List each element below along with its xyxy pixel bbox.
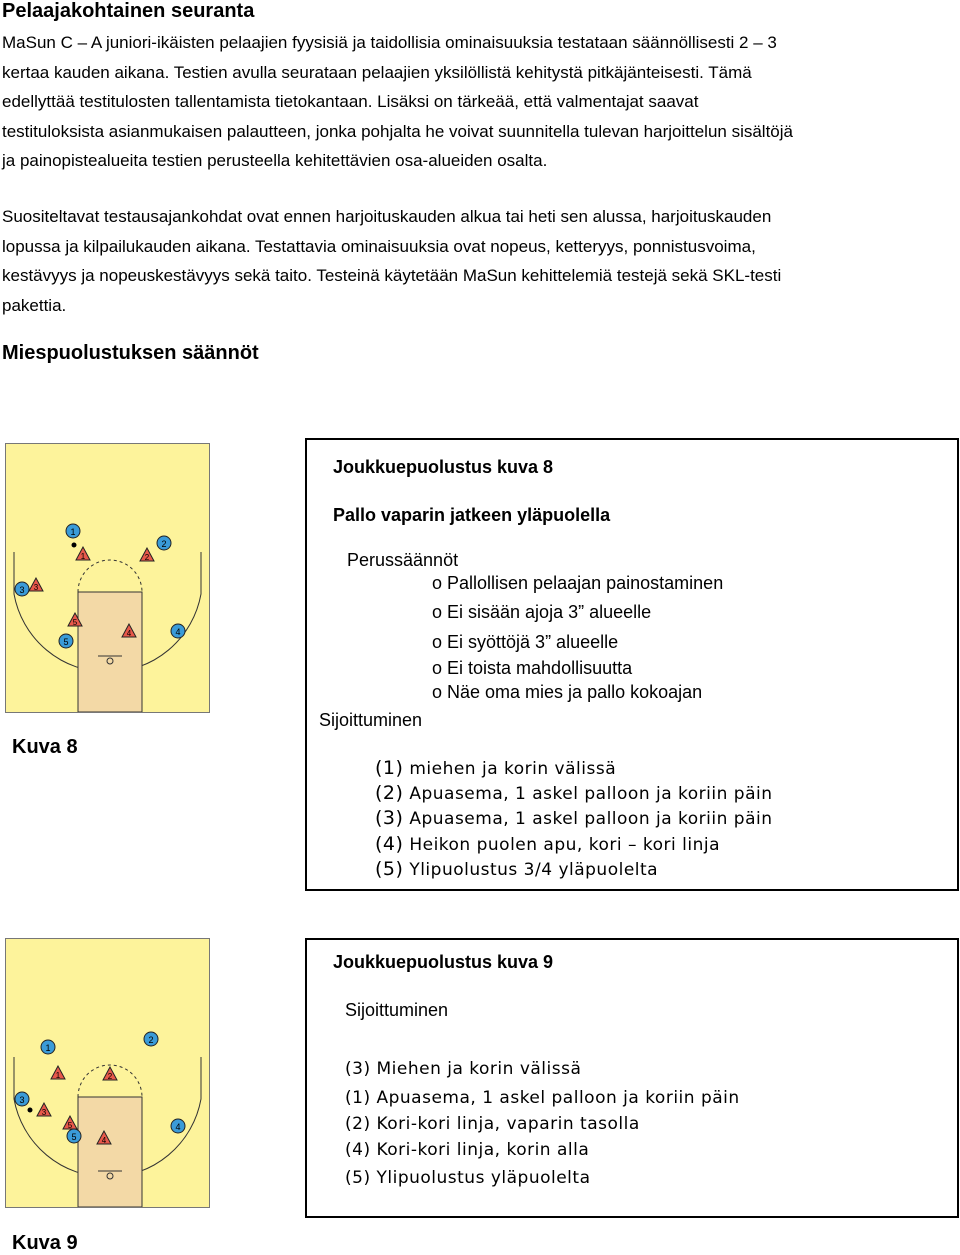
- position-item: (1) Apuasema, 1 askel palloon ja koriin päin: [345, 1088, 740, 1108]
- svg-text:2: 2: [144, 553, 150, 562]
- svg-text:3: 3: [41, 1108, 47, 1117]
- svg-text:1: 1: [55, 1071, 61, 1080]
- paragraph-line: Suositeltavat testausajankohdat ovat ennen harjoituskauden alkua tai heti sen alussa, harjoituskauden: [2, 207, 772, 226]
- defense-player-2: [103, 1067, 117, 1081]
- svg-text:1: 1: [45, 1043, 51, 1053]
- offense-player-4: [171, 1119, 185, 1133]
- rule-item: o Ei toista mahdollisuutta: [432, 658, 633, 678]
- svg-text:4: 4: [175, 627, 181, 637]
- offense-player-5: [59, 634, 73, 648]
- paragraph-line: ja painopistealueita testien perusteella kehitettävien osa-alueiden osalta.: [2, 151, 548, 170]
- paragraph-line: testituloksista asianmukaisen palautteen, jonka pohjalta he voivat suunnitella tulevan harjoittelun sisältöjä: [2, 121, 793, 141]
- paragraph-line: kestävyys ja nopeuskestävyys sekä taito. Testeinä käytetään MaSun kehittelemiä testejä sekä SKL-testi: [2, 266, 782, 285]
- court-diagram-8: [5, 443, 210, 713]
- svg-text:4: 4: [101, 1136, 107, 1145]
- section-heading-player-tracking: Pelaajakohtainen seuranta: [2, 0, 255, 22]
- paragraph-line: edellyttää testitulosten tallentamista tietokantaan. Lisäksi on tärkeää, että valmentajat saavat: [2, 92, 699, 111]
- position-item: (1) miehen ja korin välissä: [375, 757, 617, 779]
- figure-9-title: Joukkuepuolustus kuva 9: [333, 952, 554, 972]
- defense-player-1: [51, 1066, 65, 1080]
- offense-player-5: [67, 1129, 81, 1143]
- rules-heading: Perussäännöt: [347, 550, 459, 570]
- svg-text:5: 5: [72, 618, 78, 627]
- position-item: (3) Apuasema, 1 askel palloon ja koriin päin: [375, 807, 773, 829]
- section-heading-man-defense: Miespuolustuksen säännöt: [2, 342, 259, 364]
- svg-text:4: 4: [175, 1122, 181, 1132]
- svg-text:2: 2: [107, 1072, 113, 1081]
- court-diagram-9: [5, 938, 210, 1208]
- offense-player-1: [66, 524, 80, 538]
- offense-player-2: [144, 1032, 158, 1046]
- figure-8-subtitle: Pallo vaparin jatkeen yläpuolella: [333, 505, 611, 525]
- position-item: (2) Apuasema, 1 askel palloon ja koriin päin: [375, 782, 773, 804]
- positioning-heading: Sijoittuminen: [345, 1000, 449, 1020]
- paragraph-line: kertaa kauden aikana. Testien avulla seurataan pelaajien yksilöllistä kehitystä pitkäjänteisesti. Tämä: [2, 62, 752, 82]
- rule-item: o Pallollisen pelaajan painostaminen: [432, 573, 724, 593]
- paragraph-schedule: [2, 202, 957, 320]
- key-area: [78, 1097, 142, 1207]
- defense-player-1: [76, 547, 90, 561]
- paragraph-line: MaSun C – A juniori-ikäisten pelaajien fyysisiä ja taidollisia ominaisuuksia testataan säännöllisesti 2 – 3: [2, 33, 777, 52]
- figure-8-text-box: [305, 438, 959, 891]
- figure-label-9: Kuva 9: [12, 1232, 78, 1254]
- offense-player-1: [41, 1040, 55, 1054]
- position-item: (3) Miehen ja korin välissä: [345, 1059, 582, 1079]
- position-item: (5) Ylipuolustus 3/4 yläpuolelta: [375, 858, 659, 880]
- positioning-heading: Sijoittuminen: [319, 710, 423, 730]
- ball: [28, 1108, 33, 1113]
- svg-text:3: 3: [33, 583, 39, 592]
- court-svg-9: [6, 939, 209, 1207]
- rule-item: o Näe oma mies ja pallo kokoajan: [432, 682, 703, 702]
- ball: [72, 543, 77, 548]
- key-area: [78, 592, 142, 712]
- figure-8-title: Joukkuepuolustus kuva 8: [333, 457, 554, 477]
- paragraph-line: pakettia.: [2, 295, 67, 315]
- defense-player-5: [63, 1116, 77, 1130]
- svg-text:2: 2: [148, 1035, 154, 1045]
- figure-label-8: Kuva 8: [12, 736, 78, 758]
- svg-text:1: 1: [80, 552, 86, 561]
- offense-player-3: [15, 582, 29, 596]
- svg-text:4: 4: [126, 629, 132, 638]
- position-item: (4) Heikon puolen apu, kori – kori linja: [375, 833, 721, 855]
- figure-9-text-box: [305, 938, 959, 1218]
- defense-player-3: [37, 1103, 51, 1117]
- offense-player-2: [157, 536, 171, 550]
- position-item: (2) Kori-kori linja, vaparin tasolla: [345, 1114, 640, 1134]
- position-item: (5) Ylipuolustus yläpuolelta: [345, 1168, 591, 1188]
- svg-text:3: 3: [19, 1095, 25, 1105]
- offense-player-4: [171, 624, 185, 638]
- svg-text:5: 5: [67, 1121, 73, 1130]
- rule-item: o Ei syöttöjä 3” alueelle: [432, 632, 619, 652]
- svg-text:2: 2: [161, 539, 167, 549]
- svg-text:1: 1: [70, 527, 76, 537]
- svg-text:3: 3: [19, 585, 25, 595]
- defense-player-3: [29, 578, 43, 592]
- svg-text:5: 5: [63, 637, 69, 647]
- offense-player-3: [15, 1092, 29, 1106]
- paragraph-line: lopussa ja kilpailukauden aikana. Testattavia ominaisuuksia ovat nopeus, ketteryys, ponnistusvoima,: [2, 236, 756, 256]
- court-svg-8: [6, 444, 209, 712]
- paragraph-testing: [2, 28, 957, 176]
- position-item: (4) Kori-kori linja, korin alla: [345, 1140, 590, 1160]
- defense-player-2: [140, 548, 154, 562]
- svg-text:5: 5: [71, 1132, 77, 1142]
- rule-item: o Ei sisään ajoja 3” alueelle: [432, 602, 652, 622]
